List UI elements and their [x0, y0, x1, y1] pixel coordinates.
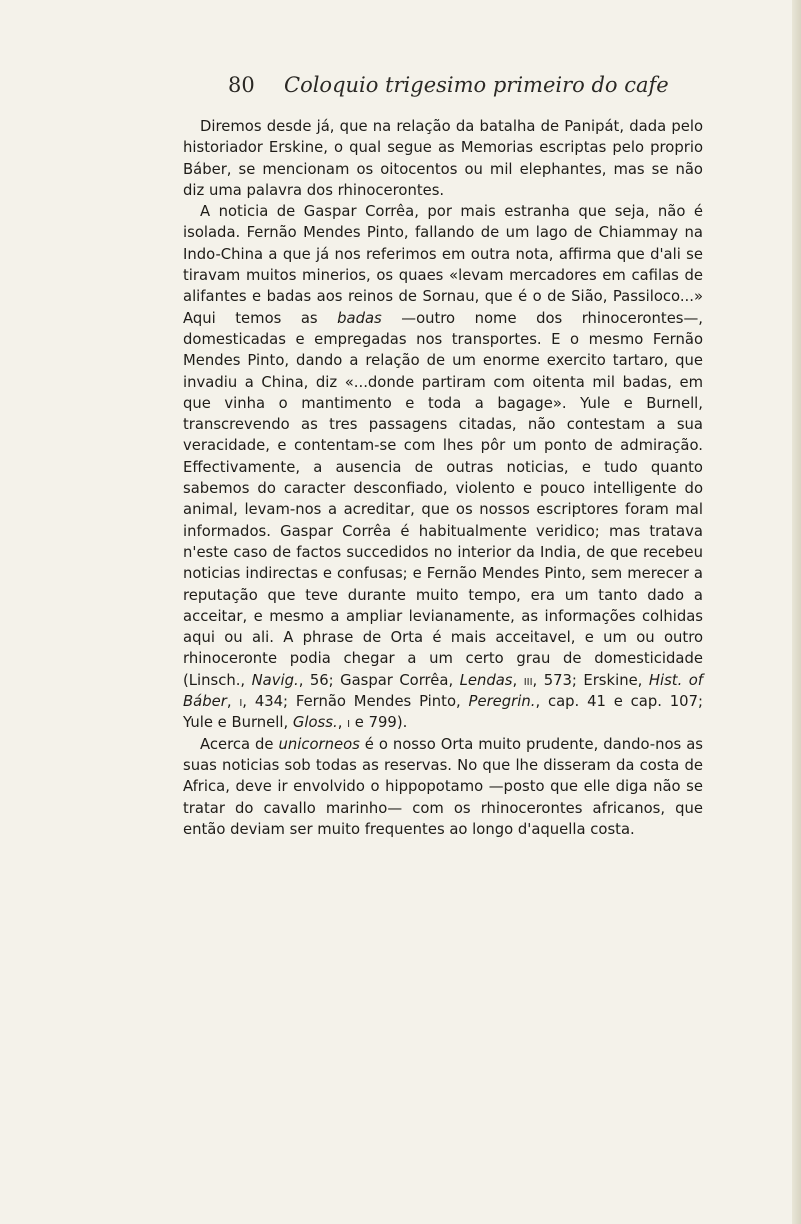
paragraph-2-text-h: , cap. 41 e cap. 107; Yule e Burnell,	[183, 693, 703, 732]
paragraph-3-text-a: Acerca de	[200, 735, 279, 753]
term-badas: badas	[337, 309, 382, 327]
citation-navig: Navig.	[251, 671, 299, 689]
body-text	[183, 116, 703, 840]
page-number: 80	[228, 73, 255, 97]
citation-peregrin: Peregrin.	[468, 693, 536, 711]
term-unicorneos: unicorneos	[278, 735, 360, 753]
citation-gloss: Gloss.	[292, 714, 338, 732]
volume-i-gloss: i	[347, 714, 351, 732]
paragraph-3-text-b: é o nosso Orta muito prudente, dando-nos as suas noticias sob todas as reservas. No que lhe disseram da costa de Africa, deve ir envolvido o hippopotamo —posto que elle diga não se tratar do cavallo marinho— com os rhinocerontes africanos, que então deviam ser muito frequentes ao longo d'aquella costa.	[183, 735, 703, 838]
citation-hist-baber: Hist. of Báber	[183, 671, 703, 711]
paragraph-2-text-i: ,	[337, 714, 348, 732]
citation-lendas: Lendas	[459, 671, 513, 689]
paragraph-1: Diremos desde já, que na relação da batalha de Panipát, dada pelo historiador Erskine, o qual segue as Memorias escriptas pelo proprio Báber, se mencionam os oitocentos ou mil elephantes, mas se não diz uma palavra dos rhinocerontes.	[183, 118, 703, 199]
volume-i: i	[239, 693, 243, 711]
paragraph-2-text-b: —outro nome dos rhinocerontes—, domesticadas e empregadas nos transportes. E o mesmo Fernão Mendes Pinto, dando a relação de um enorme exercito tartaro, que invadiu a China, diz «...donde partiram com oitenta mil badas, em que vinha o mantimento e toda a bagage». Yule e Burnell, transcrevendo as tres passagens citadas, não contestam a sua veracidade, e contentam-se com lhes pôr um ponto de admiração. Effectivamente, a ausencia de outras noticias, e tudo quanto sabemos do caracter desconfiado, violento e pouco intelligente do animal, levam-nos a acreditar, que os nossos escriptores foram mal informados. Gaspar Corrêa é habitualmente veridico; mas tratava n'este caso de factos succedidos no interior da India, de que recebeu noticias indirectas e confusas; e Fernão Mendes Pinto, sem merecer a reputação que teve durante muito tempo, era um tanto dado a acceitar, e mesmo a ampliar levianamente, as informações colhidas aqui ou ali. A phrase de Orta é mais acceitavel, e um ou outro rhinoceronte podia chegar a um certo grau de domesticidade (Linsch.,	[183, 309, 704, 689]
paragraph-2-text-a: A noticia de Gaspar Corrêa, por mais estranha que seja, não é isolada. Fernão Mendes Pinto, fallando de um lago de Chiammay na Indo-China a que já nos referimos em outra nota, affirma que d'ali se tiravam muitos minerios, os quaes «levam mercadores em cafilas de alifantes e badas aos reinos de Sornau, que é o de Sião, Passiloco...» Aqui temos as	[183, 203, 703, 327]
paragraph-2	[183, 201, 703, 733]
paragraph-2-text-g: , 434; Fernão Mendes Pinto,	[242, 693, 469, 711]
paragraph-3	[183, 734, 703, 840]
page-header	[0, 70, 801, 100]
paragraph-2-text-c: , 56; Gaspar Corrêa,	[298, 671, 460, 689]
page-edge-shadow	[792, 0, 801, 1224]
paragraph-2-text-f: ,	[226, 693, 240, 711]
paragraph-2-text-e: , 573; Erskine,	[532, 671, 649, 689]
paragraph-2-text-d: ,	[512, 671, 524, 689]
running-title: Coloquio trigesimo primeiro do cafe	[284, 73, 669, 97]
volume-iii: iii	[523, 671, 533, 689]
paragraph-2-text-j: e 799).	[350, 714, 408, 732]
